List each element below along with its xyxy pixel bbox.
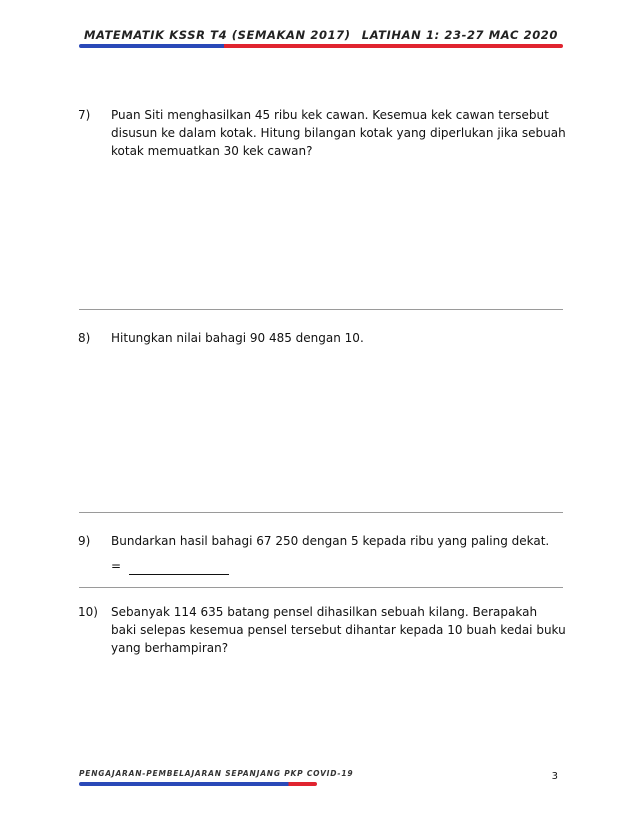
question-text: Bundarkan hasil bahagi 67 250 dengan 5 kepada ribu yang paling dekat.	[111, 534, 550, 548]
header-accent-bar	[79, 44, 563, 48]
answer-field	[111, 557, 229, 575]
section-divider	[79, 512, 563, 513]
question-text: Sebanyak 114 635 batang pensel dihasilkan sebuah kilang. Berapakah baki selepas kesemua pensel tersebut dihantar kepada 10 buah kedai buku yang berhampiran?	[111, 605, 566, 655]
page-number: 3	[551, 771, 558, 782]
question-number: 8)	[78, 331, 91, 345]
footer-caption: PENGAJARAN-PEMBELAJARAN SEPANJANG PKP COVID-19	[79, 769, 354, 778]
answer-equals-sign: =	[111, 559, 122, 573]
question-number: 9)	[78, 534, 91, 548]
answer-blank-line	[129, 561, 229, 575]
question-text: Hitungkan nilai bahagi 90 485 dengan 10.	[111, 331, 364, 345]
question-text: Puan Siti menghasilkan 45 ribu kek cawan. Kesemua kek cawan tersebut disusun ke dalam kotak. Hitung bilangan kotak yang diperlukan jika sebuah kotak memuatkan 30 kek cawan?	[111, 108, 566, 158]
question-number: 7)	[78, 108, 91, 122]
section-divider	[79, 309, 563, 310]
section-divider	[79, 587, 563, 588]
footer-accent-bar	[79, 782, 317, 786]
header-exercise-date: LATIHAN 1: 23-27 MAC 2020	[361, 28, 558, 42]
header-title: MATEMATIK KSSR T4 (SEMAKAN 2017)	[84, 28, 351, 42]
question-number: 10)	[78, 605, 98, 619]
